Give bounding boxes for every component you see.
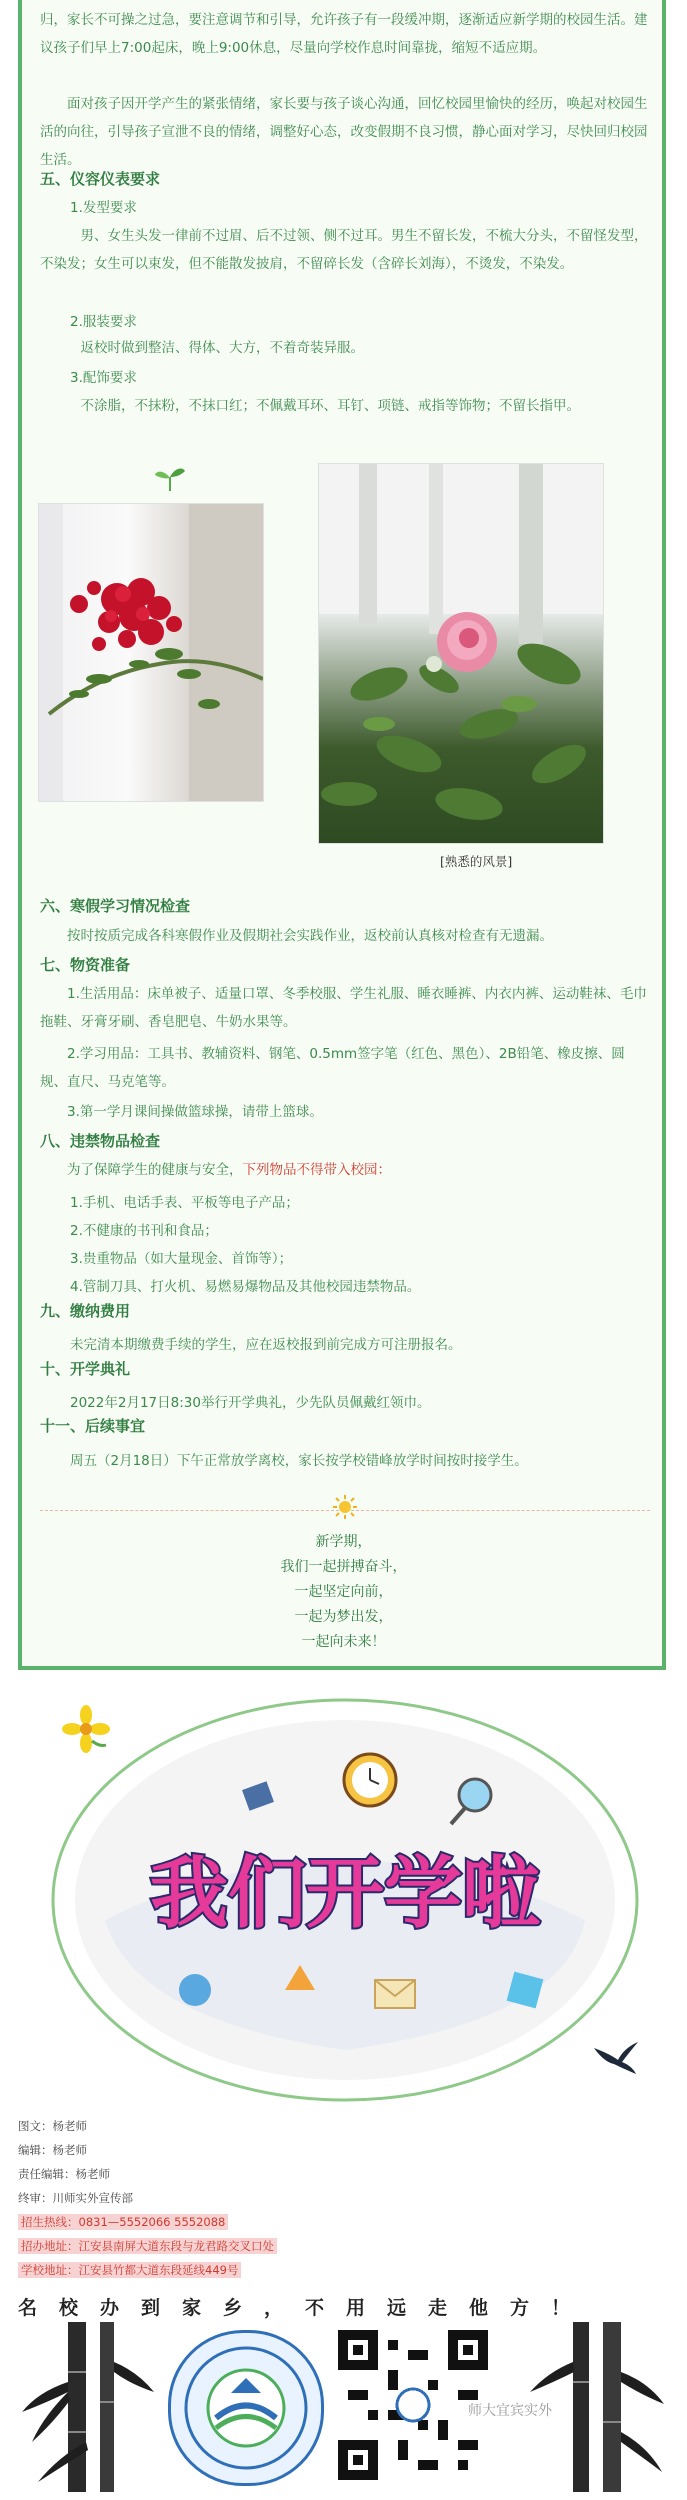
- section-9-title: 九、缴纳费用: [40, 1302, 131, 1320]
- account-watermark: 师大宜宾实外: [468, 2403, 552, 2419]
- s7-p2: 2.学习用品：工具书、教辅资料、钢笔、0.5mm签字笔（红色、黑色）、2B铅笔、橡皮擦、圆规、直尺、马克笔等。: [40, 1046, 625, 1090]
- photo-caption: [熟悉的风景]: [440, 854, 513, 869]
- s5-sub3: 3.配饰要求: [70, 370, 137, 386]
- s8-item-4: 4.管制刀具、打火机、易燃易爆物品及其他校园违禁物品。: [70, 1279, 421, 1295]
- section-8-title: 八、违禁物品检查: [40, 1132, 161, 1150]
- banner-title: 我们开学啦: [149, 1849, 541, 1939]
- s7-p3: 3.第一学月课间操做篮球操，请带上篮球。: [67, 1104, 323, 1120]
- s5-p2: 返校时做到整洁、得体、大方，不着奇装异服。: [80, 340, 364, 356]
- s8-lead: [40, 1156, 650, 1184]
- s7-p1: 1.生活用品：床单被子、适量口罩、冬季校服、学生礼服、睡衣睡裤、内衣内裤、运动鞋袜、毛巾拖鞋、牙膏牙刷、香皂肥皂、牛奶水果等。: [40, 986, 647, 1030]
- credit-review: 终审：川师实外宣传部: [18, 2191, 133, 2205]
- credit-chief-editor: 责任编辑：杨老师: [18, 2167, 110, 2181]
- closing-line-3: 一起坚定向前，: [294, 1584, 393, 1600]
- s8-item-1: 1.手机、电话手表、平板等电子产品；: [70, 1195, 299, 1211]
- section-6-title: 六、寒假学习情况检查: [40, 897, 191, 915]
- sun-icon: [332, 1494, 358, 1520]
- s5-sub1: 1.发型要求: [70, 200, 137, 216]
- bamboo-left-icon: [18, 2322, 158, 2492]
- admission-office-address: 招办地址：江安县南屏大道东段与龙君路交叉口处: [18, 2238, 277, 2254]
- closing-line-1: 新学期，: [315, 1534, 372, 1550]
- rose-photo: [318, 463, 604, 844]
- closing-line-2: 我们一起拼搏奋斗，: [280, 1559, 407, 1575]
- school-start-banner: [45, 1690, 645, 2110]
- admission-hotline: 招生热线：0831—5552066 5552088: [18, 2214, 228, 2230]
- s5-sub2: 2.服装要求: [70, 314, 137, 330]
- swallow-icon: [592, 2040, 640, 2076]
- s5-p3: 不涂脂，不抹粉，不抹口红；不佩戴耳环、耳钉、项链、戒指等饰物；不留长指甲。: [80, 398, 580, 414]
- school-address: 学校地址：江安县竹都大道东段延线449号: [18, 2262, 241, 2278]
- s8-item-3: 3.贵重物品（如大量现金、首饰等）；: [70, 1251, 293, 1267]
- footer-panel: [18, 2322, 668, 2492]
- intro-paragraph-1: 归，家长不可操之过急，要注意调节和引导，允许孩子有一段缓冲期，逐渐适应新学期的校园生活。建议孩子们早上7:00起床，晚上9:00休息，尽量向学校作息时间靠拢，缩短不适应期。: [40, 12, 648, 56]
- s10-p: 2022年2月17日8:30举行开学典礼，少先队员佩戴红领巾。: [70, 1395, 431, 1411]
- credit-editor: 编辑：杨老师: [18, 2143, 87, 2157]
- s9-p: 未完清本期缴费手续的学生，应在返校报到前完成方可注册报名。: [70, 1337, 462, 1353]
- s8-lead-red: 下列物品不得带入校园：: [242, 1162, 391, 1178]
- s11-p: 周五（2月18日）下午正常放学离校，家长按学校错峰放学时间按时接学生。: [70, 1453, 528, 1469]
- intro-paragraph-2: 面对孩子因开学产生的紧张情绪，家长要与孩子谈心沟通，回忆校园里愉快的经历，唤起对校园生活的向往，引导孩子宣泄不良的情绪，调整好心态，改变假期不良习惯，静心面对学习，尽快回归校园生活。: [40, 96, 648, 168]
- closing-line-5: 一起向未来！: [301, 1634, 386, 1650]
- bougainvillea-photo: [38, 503, 264, 802]
- sprout-icon: [153, 465, 187, 491]
- s6-p: 按时按质完成各科寒假作业及假期社会实践作业，返校前认真核对检查有无遗漏。: [67, 928, 553, 944]
- qr-code[interactable]: [338, 2330, 488, 2480]
- section-7-title: 七、物资准备: [40, 956, 131, 974]
- section-5-title: 五、仪容仪表要求: [40, 170, 161, 188]
- section-11-title: 十一、后续事宜: [40, 1417, 146, 1435]
- school-logo: [168, 2330, 324, 2486]
- closing-line-4: 一起为梦出发，: [294, 1609, 393, 1625]
- s8-item-2: 2.不健康的书刊和食品；: [70, 1223, 218, 1239]
- s5-p1: 男、女生头发一律前不过眉、后不过领、侧不过耳。男生不留长发，不梳大分头，不留怪发型，不染发；女生可以束发，但不能散发披肩，不留碎长发（含碎长刘海），不烫发，不染发。: [40, 228, 648, 272]
- slogan: 名校办到家乡，不用远走他方！: [18, 2297, 593, 2319]
- section-10-title: 十、开学典礼: [40, 1360, 131, 1378]
- credit-author: 图文：杨老师: [18, 2119, 87, 2133]
- s8-lead-text: 为了保障学生的健康与安全，: [67, 1162, 243, 1178]
